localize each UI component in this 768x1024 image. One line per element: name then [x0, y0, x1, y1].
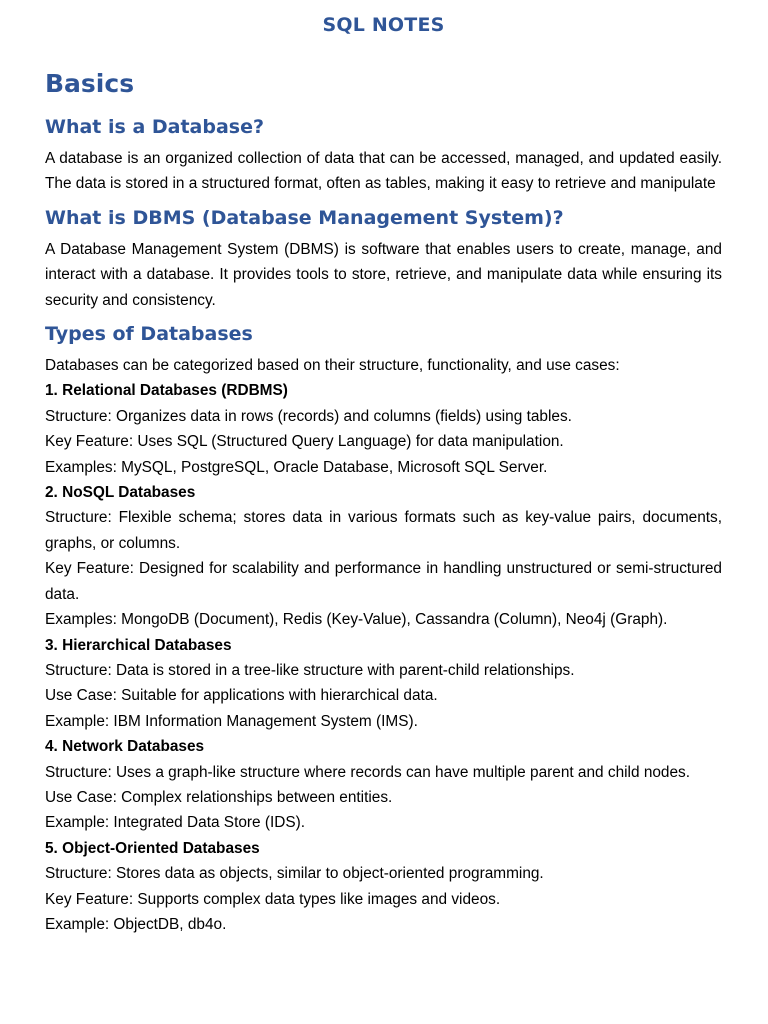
- db-type-line: Structure: Flexible schema; stores data in various formats such as key-value pairs, documents, graphs, or columns.: [45, 509, 722, 552]
- db-type-line: Structure: Data is stored in a tree-like structure with parent-child relationships.: [45, 661, 575, 679]
- db-type-line: Key Feature: Supports complex data types like images and videos.: [45, 890, 501, 908]
- paragraph-dbms: A Database Management System (DBMS) is software that enables users to create, manage, and interact with a database. It provides tools to store, retrieve, and manipulate data while ensuring its security and consistency.: [45, 240, 722, 309]
- heading-what-is-dbms: What is DBMS (Database Management System)?: [45, 206, 564, 229]
- db-type-title: 2. NoSQL Databases: [45, 484, 196, 502]
- heading-what-is-database: What is a Database?: [45, 116, 265, 138]
- db-type-line: Structure: Stores data as objects, similar to object-oriented programming.: [45, 865, 544, 883]
- section-heading-basics: Basics: [45, 69, 135, 98]
- db-type-line: Examples: MongoDB (Document), Redis (Key-Value), Cassandra (Column), Neo4j (Graph).: [45, 611, 668, 629]
- db-type-title: 4. Network Databases: [45, 738, 205, 756]
- db-type-line: Use Case: Complex relationships between entities.: [45, 788, 393, 806]
- document-body: [45, 113, 722, 937]
- db-type-line: Key Feature: Designed for scalability and performance in handling unstructured or semi-structured data.: [45, 560, 722, 603]
- db-type-line: Example: ObjectDB, db4o.: [45, 915, 227, 933]
- db-type-line: Example: IBM Information Management System (IMS).: [45, 712, 418, 730]
- db-type-title: 3. Hierarchical Databases: [45, 636, 232, 654]
- db-type-line: Use Case: Suitable for applications with hierarchical data.: [45, 687, 438, 705]
- db-type-line: Examples: MySQL, PostgreSQL, Oracle Database, Microsoft SQL Server.: [45, 458, 548, 476]
- types-intro: Databases can be categorized based on their structure, functionality, and use cases:: [45, 357, 620, 375]
- db-type-line: Structure: Uses a graph-like structure where records can have multiple parent and child nodes.: [45, 763, 691, 781]
- document-title: SQL NOTES: [322, 14, 445, 36]
- db-type-line: Example: Integrated Data Store (IDS).: [45, 814, 306, 832]
- db-type-title: 5. Object-Oriented Databases: [45, 839, 260, 857]
- db-type-title: 1. Relational Databases (RDBMS): [45, 382, 288, 400]
- db-type-line: Key Feature: Uses SQL (Structured Query Language) for data manipulation.: [45, 433, 564, 451]
- paragraph-database: A database is an organized collection of data that can be accessed, managed, and updated easily. The data is stored in a structured format, often as tables, making it easy to retrieve and manipulate: [45, 150, 722, 193]
- db-type-line: Structure: Organizes data in rows (records) and columns (fields) using tables.: [45, 407, 572, 425]
- heading-types-of-databases: Types of Databases: [45, 323, 253, 346]
